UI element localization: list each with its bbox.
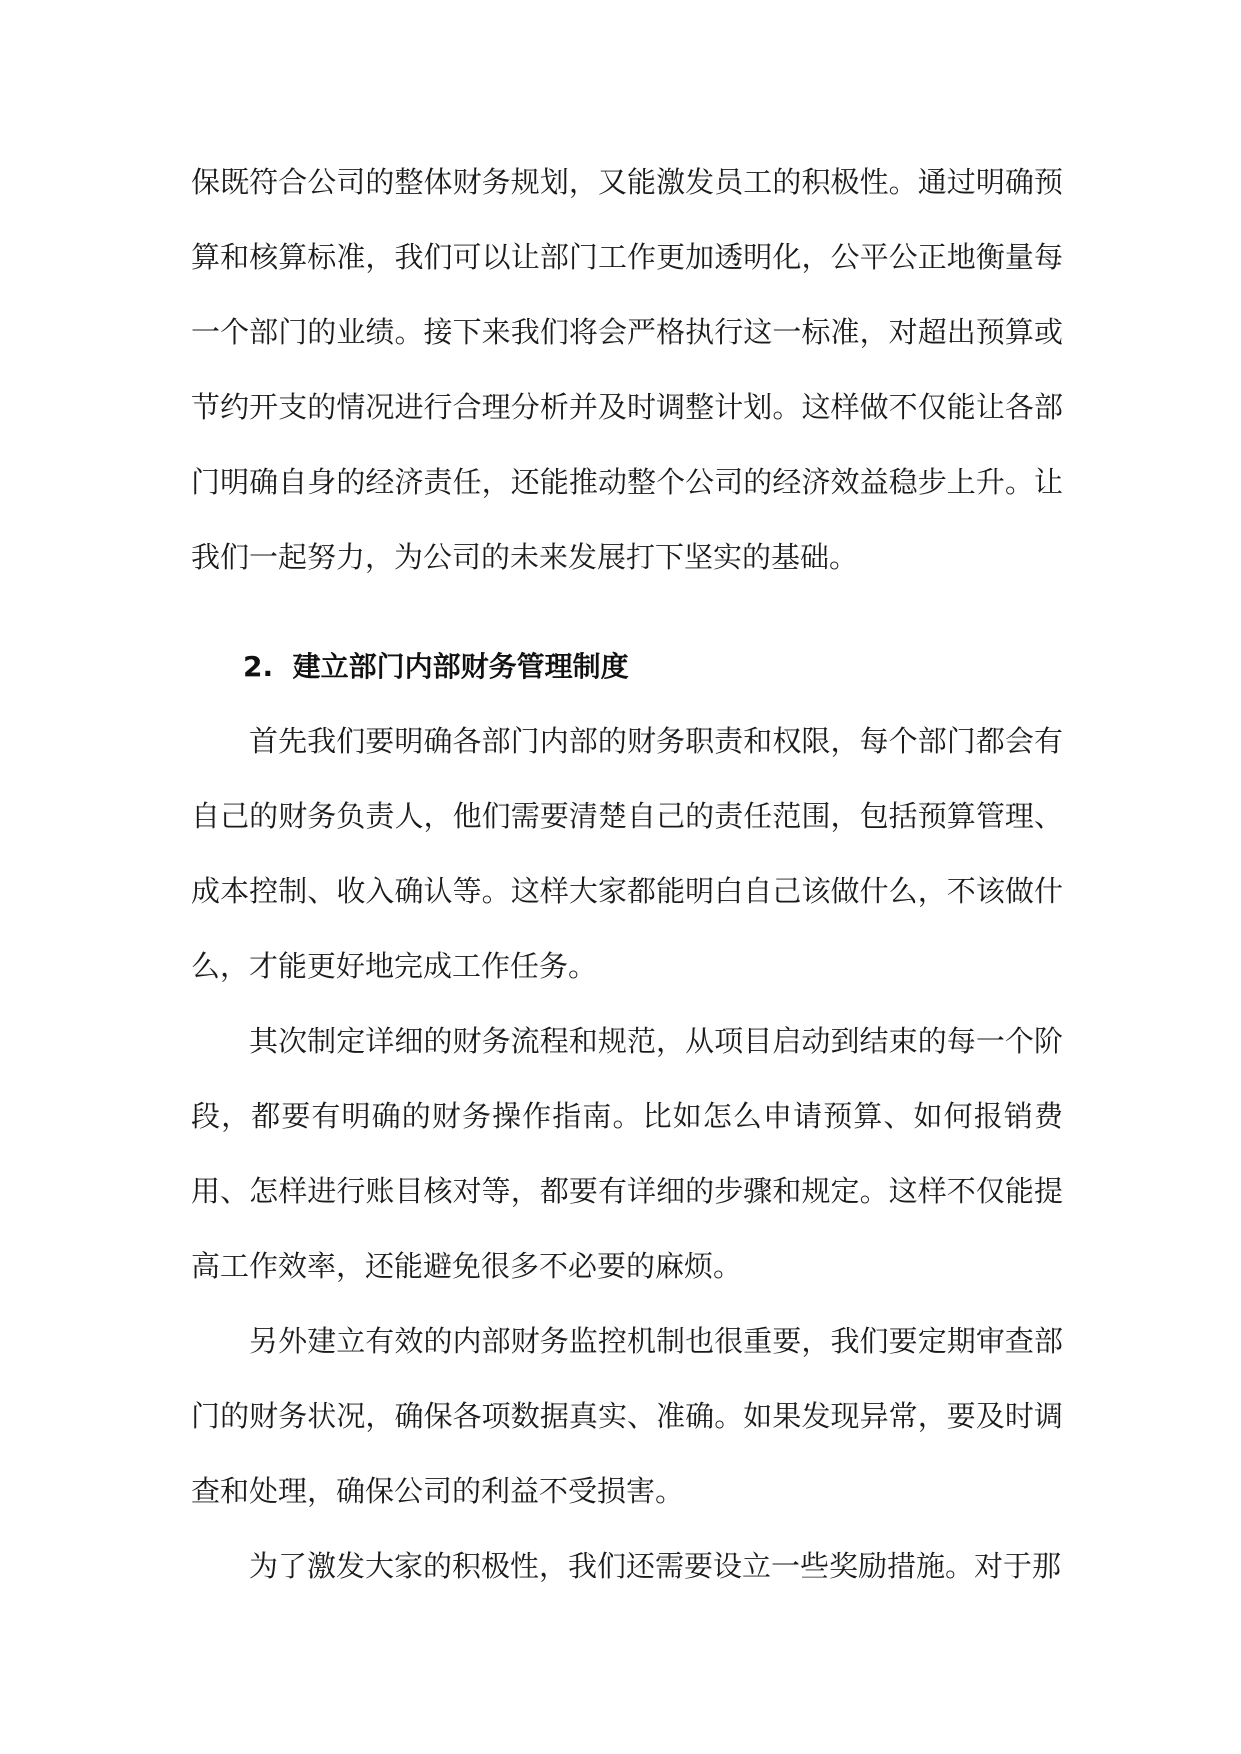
paragraph-continued: 保既符合公司的整体财务规划，又能激发员工的积极性。通过明确预算和核算标准，我们可以让部门工作更加透明化，公平公正地衡量每一个部门的业绩。接下来我们将会严格执行这一标准，对超出预算或节约开支的情况进行合理分析并及时调整计划。这样做不仅能让各部门明确自身的经济责任，还能推动整个公司的经济效益稳步上升。让我们一起努力，为公司的未来发展打下坚实的基础。 — [191, 165, 1063, 574]
section-heading — [191, 629, 1063, 704]
paragraph: 为了激发大家的积极性，我们还需要设立一些奖励措施。对于那 — [249, 1549, 1062, 1583]
paragraph: 其次制定详细的财务流程和规范，从项目启动到结束的每一个阶段，都要有明确的财务操作指南。比如怎么申请预算、如何报销费用、怎样进行账目核对等，都要有详细的步骤和规定。这样不仅能提高工作效率，还能避免很多不必要的麻烦。 — [191, 1024, 1063, 1283]
section-title: 建立部门内部财务管理制度 — [292, 650, 629, 683]
document-body — [191, 145, 1063, 1604]
paragraph: 首先我们要明确各部门内部的财务职责和权限，每个部门都会有自己的财务负责人，他们需要清楚自己的责任范围，包括预算管理、成本控制、收入确认等。这样大家都能明白自己该做什么，不该做什么，才能更好地完成工作任务。 — [191, 724, 1063, 983]
paragraph: 另外建立有效的内部财务监控机制也很重要，我们要定期审查部门的财务状况，确保各项数据真实、准确。如果发现异常，要及时调查和处理，确保公司的利益不受损害。 — [191, 1324, 1063, 1508]
section-number: 2. — [243, 650, 274, 683]
